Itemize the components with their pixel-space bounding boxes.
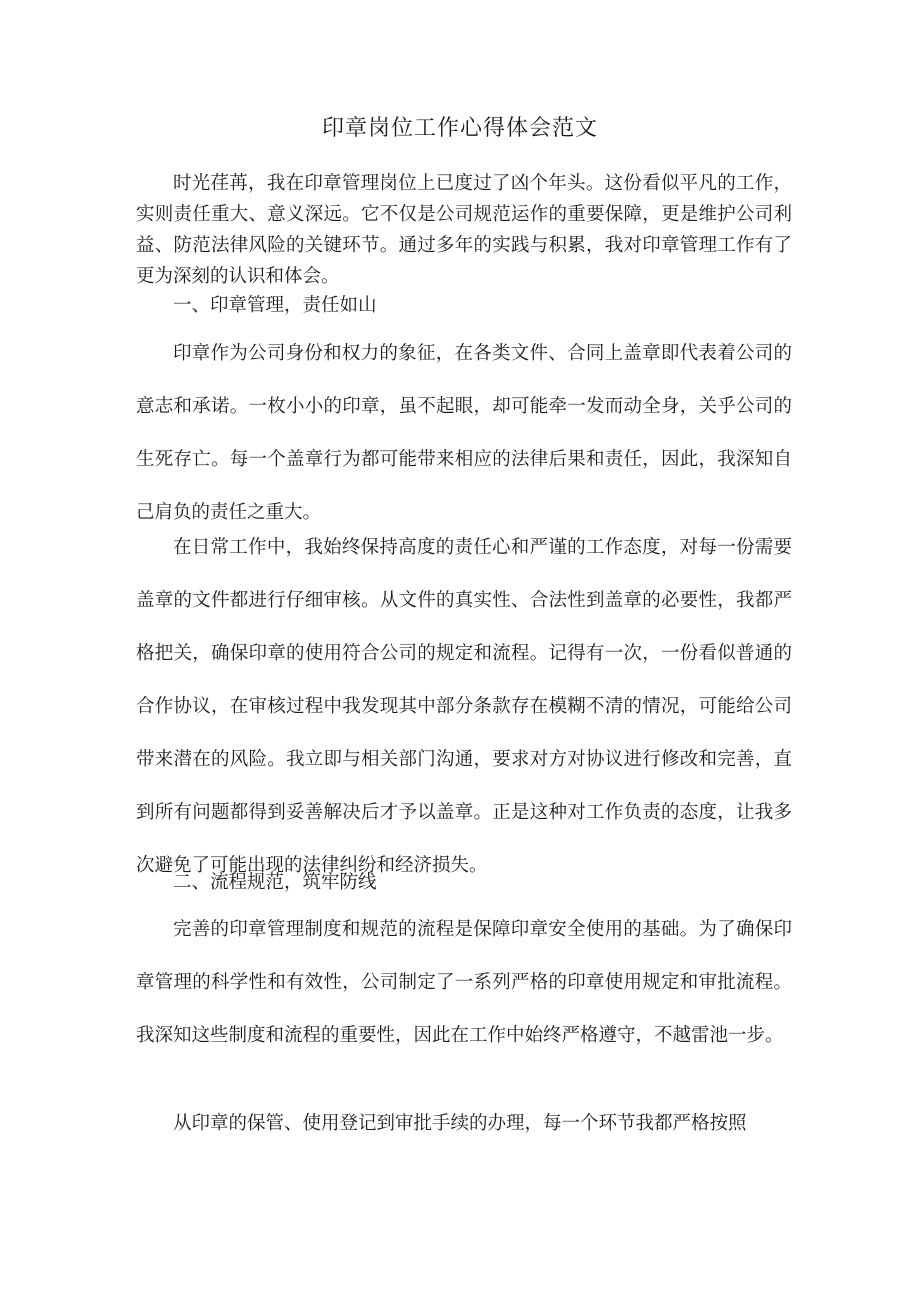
section-2-paragraph-2: 从印章的保管、使用登记到审批手续的办理，每一个环节我都严格按照 bbox=[173, 1113, 747, 1134]
section-1-heading: 一、印章管理，责任如山 bbox=[173, 295, 377, 316]
intro-paragraph: 时光荏苒，我在印章管理岗位上已度过了凶个年头。这份看似平凡的工作，实则责任重大、意义深远。它不仅是公司规范运作的重要保障，更是维护公司利益、防范法律风险的关键环节。通过多年的实践与积累，我对印章管理工作有了更为深刻的认识和体会。 bbox=[136, 173, 792, 287]
section-2-heading: 二、流程规范，筑牢防线 bbox=[173, 872, 377, 893]
section-2-paragraph-1: 完善的印章管理制度和规范的流程是保障印章安全使用的基础。为了确保印章管理的科学性和有效性，公司制定了一系列严格的印章使用规定和审批流程。我深知这些制度和流程的重要性，因此在工作中始终严格遵守，不越雷池一步。 bbox=[136, 919, 792, 1046]
document-title: 印章岗位工作心得体会范文 bbox=[321, 116, 598, 141]
section-1-paragraph-2: 在日常工作中，我始终保持高度的责任心和严谨的工作态度，对每一份需要盖章的文件都进行仔细审核。从文件的真实性、合法性到盖章的必要性，我都严格把关，确保印章的使用符合公司的规定和流程。记得有一次，一份看似普通的合作协议，在审核过程中我发现其中部分条款存在模糊不清的情况，可能给公司带来潜在的风险。我立即与相关部门沟通，要求对方对协议进行修改和完善，直到所有问题都得到妥善解决后才予以盖章。正是这种对工作负责的态度，让我多次避免了可能出现的法律纠纷和经济损失。 bbox=[136, 537, 792, 876]
section-1-paragraph-1: 印章作为公司身份和权力的象征，在各类文件、合同上盖章即代表着公司的意志和承诺。一枚小小的印章，虽不起眼，却可能牵一发而动全身，关乎公司的生死存亡。每一个盖章行为都可能带来相应的法律后果和责任，因此，我深知自己肩负的责任之重大。 bbox=[136, 343, 792, 523]
